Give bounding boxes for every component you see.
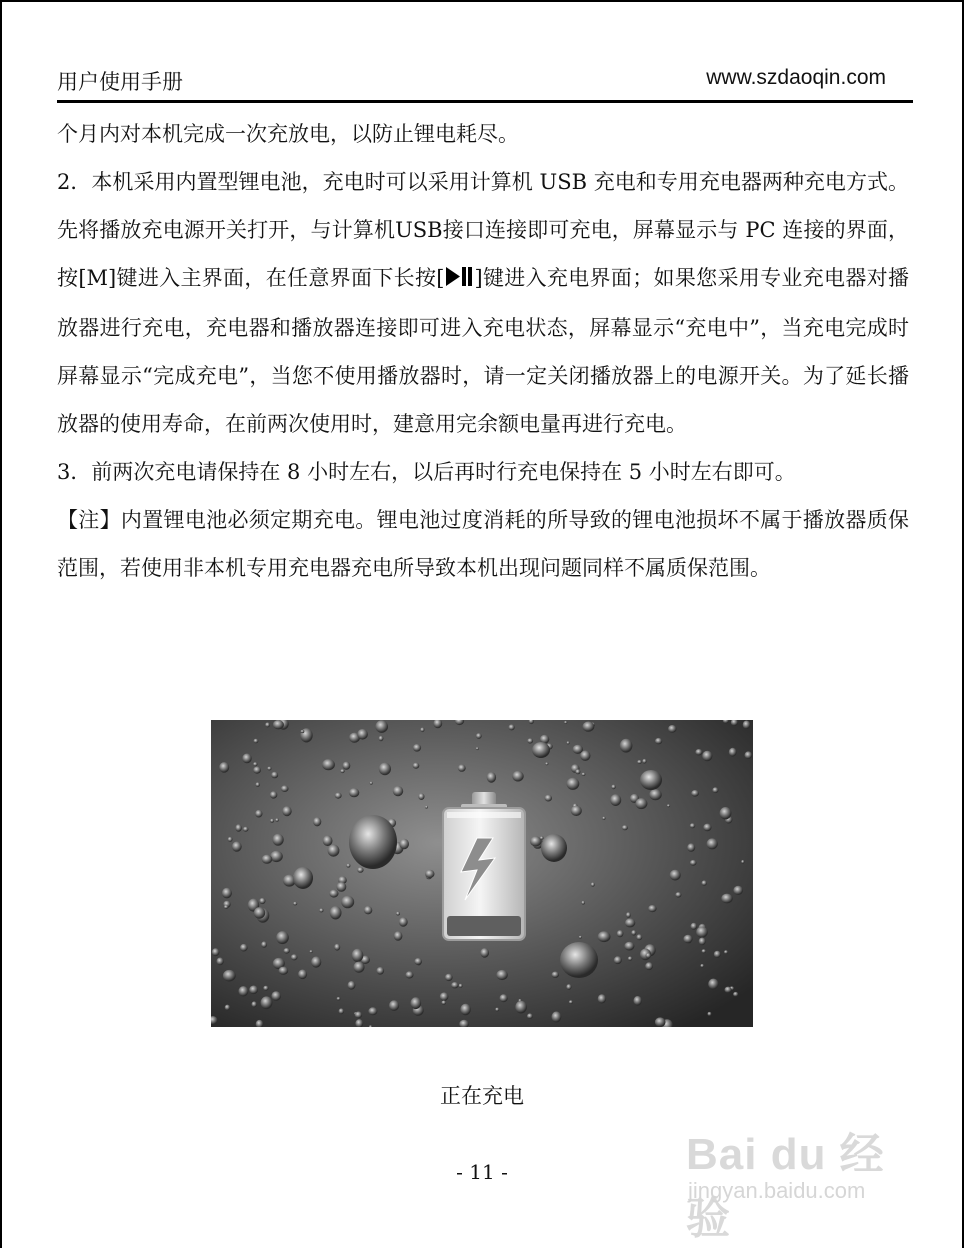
water-drop <box>368 1007 377 1015</box>
water-drop <box>527 1013 533 1019</box>
water-drop <box>240 944 248 952</box>
water-drop <box>634 996 642 1006</box>
page-number: - 11 - <box>456 1160 508 1184</box>
water-drop <box>370 782 373 785</box>
water-drop <box>355 1012 362 1019</box>
water-drop <box>379 736 384 741</box>
water-drop <box>411 997 422 1009</box>
water-drop <box>273 720 284 729</box>
water-drop <box>253 767 261 774</box>
water-drop <box>699 938 706 946</box>
paragraph-2-part-b: ]键进入充电界面；如果您采用专业充电器对播放器进行充电，充电器和播放器连接即可进入充电状态，屏幕显示“充电中”，当充电完成时屏幕显示“完成充电”，当您不使用播放器时，请一定关闭播放器上的电源开关。为了延长播放器的使用寿命，在前两次使用时，建意用完余额电量再进行充电。 <box>57 266 909 436</box>
water-drop <box>602 817 605 820</box>
note-paragraph: 【注】内置锂电池必须定期充电。锂电池过度消耗的所导致的锂电池损坏不属于播放器质保范围，若使用非本机专用充电器充电所导致本机出现问题同样不属质保范围。 <box>57 508 909 580</box>
water-drop <box>425 806 428 809</box>
water-drop <box>655 738 662 744</box>
watermark-url: jingyan.baidu.com <box>688 1178 866 1203</box>
water-drop <box>293 902 297 906</box>
water-drop <box>243 827 248 832</box>
water-drop <box>741 860 744 864</box>
water-drop <box>276 931 289 944</box>
water-drop <box>700 964 704 968</box>
water-drop <box>696 926 708 937</box>
water-drop <box>445 974 453 981</box>
water-drop <box>352 949 364 962</box>
water-drop <box>334 944 340 951</box>
water-drop <box>460 1004 470 1016</box>
water-drop <box>725 987 732 993</box>
water-drop <box>635 798 647 809</box>
water-drop <box>598 994 606 1003</box>
water-drop <box>743 721 751 730</box>
water-drop <box>440 992 449 1001</box>
paragraph-1: 个月内对本机完成一次充放电，以防止锂电耗尽。 <box>57 122 519 146</box>
water-drop <box>637 760 642 764</box>
water-drop <box>425 870 434 878</box>
water-drop <box>527 738 533 743</box>
water-drop <box>552 972 559 978</box>
water-drop <box>224 905 228 909</box>
water-drop <box>598 931 611 942</box>
water-drop <box>476 747 479 750</box>
water-drop <box>261 941 267 947</box>
water-drop <box>281 785 289 792</box>
water-drop <box>284 948 290 954</box>
water-drop <box>249 986 258 995</box>
water-drop <box>228 837 233 842</box>
water-drop <box>256 782 260 787</box>
water-drop <box>631 930 636 935</box>
water-drop <box>270 791 277 798</box>
page-border-top <box>0 0 964 2</box>
water-drop <box>582 773 586 776</box>
water-drop <box>675 892 681 897</box>
water-drop <box>552 1012 562 1023</box>
water-drop <box>691 923 698 930</box>
water-drop <box>702 880 707 885</box>
water-drop <box>611 785 615 790</box>
water-drop <box>335 793 342 799</box>
water-drop <box>413 763 420 769</box>
water-drop <box>375 720 388 733</box>
water-drop <box>487 772 496 783</box>
water-drop <box>328 845 340 857</box>
water-drop <box>569 1000 573 1004</box>
water-drop <box>389 1000 399 1011</box>
water-drop <box>540 836 544 839</box>
water-drop <box>575 769 580 774</box>
water-drop <box>733 992 738 997</box>
water-drop <box>620 739 633 753</box>
water-drop <box>721 894 732 904</box>
water-drop <box>273 834 284 846</box>
water-drop <box>702 949 706 953</box>
water-drop <box>253 762 257 766</box>
water-drop <box>708 1012 712 1016</box>
water-drop <box>729 748 737 757</box>
water-drop <box>267 767 271 771</box>
water-drop <box>399 917 408 926</box>
water-drop <box>667 804 670 807</box>
water-drop <box>330 906 342 919</box>
water-drop <box>695 749 702 755</box>
water-drop <box>646 953 651 958</box>
water-drop <box>271 772 278 779</box>
water-drop <box>212 948 220 956</box>
water-drop <box>580 751 590 761</box>
water-drop <box>339 1008 344 1014</box>
water-drop <box>261 996 273 1009</box>
water-drop <box>702 751 712 762</box>
water-drop <box>714 951 721 958</box>
water-drop <box>567 778 580 790</box>
page-border-left <box>0 0 2 1248</box>
water-drop <box>459 984 463 988</box>
water-drop <box>545 795 552 802</box>
water-drop <box>458 764 466 771</box>
water-drop <box>648 905 656 912</box>
water-drop <box>530 836 541 846</box>
water-drop <box>346 864 350 868</box>
charging-screen-image <box>211 720 753 1027</box>
water-drop <box>512 771 523 782</box>
water-drop <box>495 1008 499 1012</box>
water-drop <box>219 762 229 773</box>
paragraph-2 <box>57 158 909 448</box>
water-drop-background <box>211 720 753 1027</box>
water-drop <box>708 979 718 990</box>
water-drop <box>690 860 697 866</box>
water-drop <box>683 935 692 944</box>
water-drop <box>591 882 595 886</box>
water-drop <box>252 1001 257 1007</box>
water-drop <box>545 762 548 765</box>
water-drop <box>625 918 635 927</box>
water-drop <box>655 1017 666 1027</box>
water-drop <box>396 912 400 916</box>
water-drop <box>399 839 409 850</box>
water-drop <box>340 769 344 773</box>
water-drop <box>223 970 236 982</box>
water-drop <box>254 907 265 919</box>
water-drop <box>319 908 323 912</box>
water-drop <box>377 967 385 975</box>
water-drop <box>509 724 515 730</box>
body-text <box>57 110 909 592</box>
water-drop <box>626 912 631 918</box>
water-drop <box>413 744 421 752</box>
water-drop <box>354 962 365 973</box>
water-drop <box>271 991 281 1001</box>
water-drop <box>480 948 489 958</box>
baidu-jingyan-watermark <box>686 1118 916 1243</box>
water-drop <box>242 754 251 764</box>
water-drop <box>690 823 695 828</box>
water-drop <box>222 888 232 899</box>
water-drop <box>670 870 681 881</box>
water-drop <box>379 763 391 776</box>
header-url: www.szdaoqin.com <box>706 66 886 89</box>
water-drop <box>668 725 676 733</box>
water-drop <box>348 981 356 990</box>
water-drop <box>733 886 743 895</box>
water-drop <box>259 898 265 904</box>
water-drop <box>564 721 567 724</box>
water-drop <box>418 793 424 800</box>
watermark-logo-text: Bai du 经验 <box>686 1130 885 1243</box>
water-drop <box>310 950 313 953</box>
water-drop <box>617 930 624 937</box>
water-drop <box>393 786 403 796</box>
water-drop <box>313 817 321 826</box>
water-drop <box>349 788 359 797</box>
water-drop <box>610 794 621 806</box>
water-drop <box>311 957 321 968</box>
water-drop <box>624 942 634 951</box>
figure-caption: 正在充电 <box>440 1084 524 1108</box>
water-drop <box>442 1001 447 1005</box>
paragraph-2-part-a: 2．本机采用内置型锂电池，充电时可以采用计算机 USB 充电和专用充电器两种充电方式。先将播放充电源开关打开，与计算机USB接口连接即可充电，屏幕显示与 PC 连接的界面，按[M]键进入主界面，在任意界面下长按[ <box>57 170 909 290</box>
water-drop <box>282 806 291 816</box>
water-drop <box>232 842 242 852</box>
water-drop <box>279 967 289 975</box>
water-drop <box>357 729 368 740</box>
water-drop <box>567 741 570 744</box>
water-drop <box>707 838 718 849</box>
water-drop <box>254 739 259 744</box>
water-drop <box>357 867 363 873</box>
water-drop <box>614 956 622 964</box>
header-title: 用户使用手册 <box>57 70 183 94</box>
water-drop <box>262 855 273 864</box>
water-drop <box>571 806 582 816</box>
play-pause-icon <box>444 256 474 304</box>
water-drop <box>649 789 661 800</box>
header-rule <box>57 100 913 103</box>
water-drop <box>323 836 333 847</box>
water-drop <box>265 722 270 727</box>
water-drop <box>225 1005 230 1011</box>
water-drop <box>420 728 424 733</box>
water-drop <box>582 901 585 905</box>
water-drop <box>394 931 403 940</box>
water-drop <box>406 971 414 978</box>
water-drop <box>687 843 695 851</box>
water-drop <box>291 954 298 960</box>
water-drop <box>255 810 262 818</box>
water-drop <box>337 997 341 1000</box>
water-drop <box>341 896 354 909</box>
water-drop <box>642 759 646 764</box>
water-drop <box>301 730 305 733</box>
water-drop <box>515 1001 527 1014</box>
water-drop <box>263 986 268 991</box>
water-drop <box>270 819 274 823</box>
water-drop <box>691 790 699 797</box>
water-drop <box>337 882 347 892</box>
charging-battery-icon <box>443 792 525 940</box>
water-drop <box>364 906 372 914</box>
water-drop <box>712 787 718 793</box>
water-drop <box>217 958 224 966</box>
water-drop <box>628 957 632 961</box>
water-drop <box>275 818 279 821</box>
water-drop <box>579 936 582 939</box>
water-drop <box>329 890 338 898</box>
water-drop <box>645 962 653 970</box>
water-drop <box>476 733 482 739</box>
water-drop <box>496 970 507 980</box>
water-drop <box>566 984 571 990</box>
water-drop <box>343 762 351 770</box>
water-drop <box>322 759 335 770</box>
water-drop <box>745 751 753 759</box>
water-drop <box>583 722 595 732</box>
water-drop <box>703 824 711 832</box>
paragraph-3: 3．前两次充电请保持在 8 小时左右，以后再时行充电保持在 5 小时左右即可。 <box>57 460 796 484</box>
water-drop <box>636 934 642 940</box>
water-drop <box>298 970 307 980</box>
water-drop <box>720 807 732 819</box>
water-drop <box>235 824 241 831</box>
water-drop <box>622 825 628 830</box>
water-drop <box>451 982 458 988</box>
water-drop <box>500 994 508 1002</box>
water-drop <box>724 950 728 954</box>
water-drop <box>414 958 422 965</box>
water-drop <box>239 986 249 996</box>
